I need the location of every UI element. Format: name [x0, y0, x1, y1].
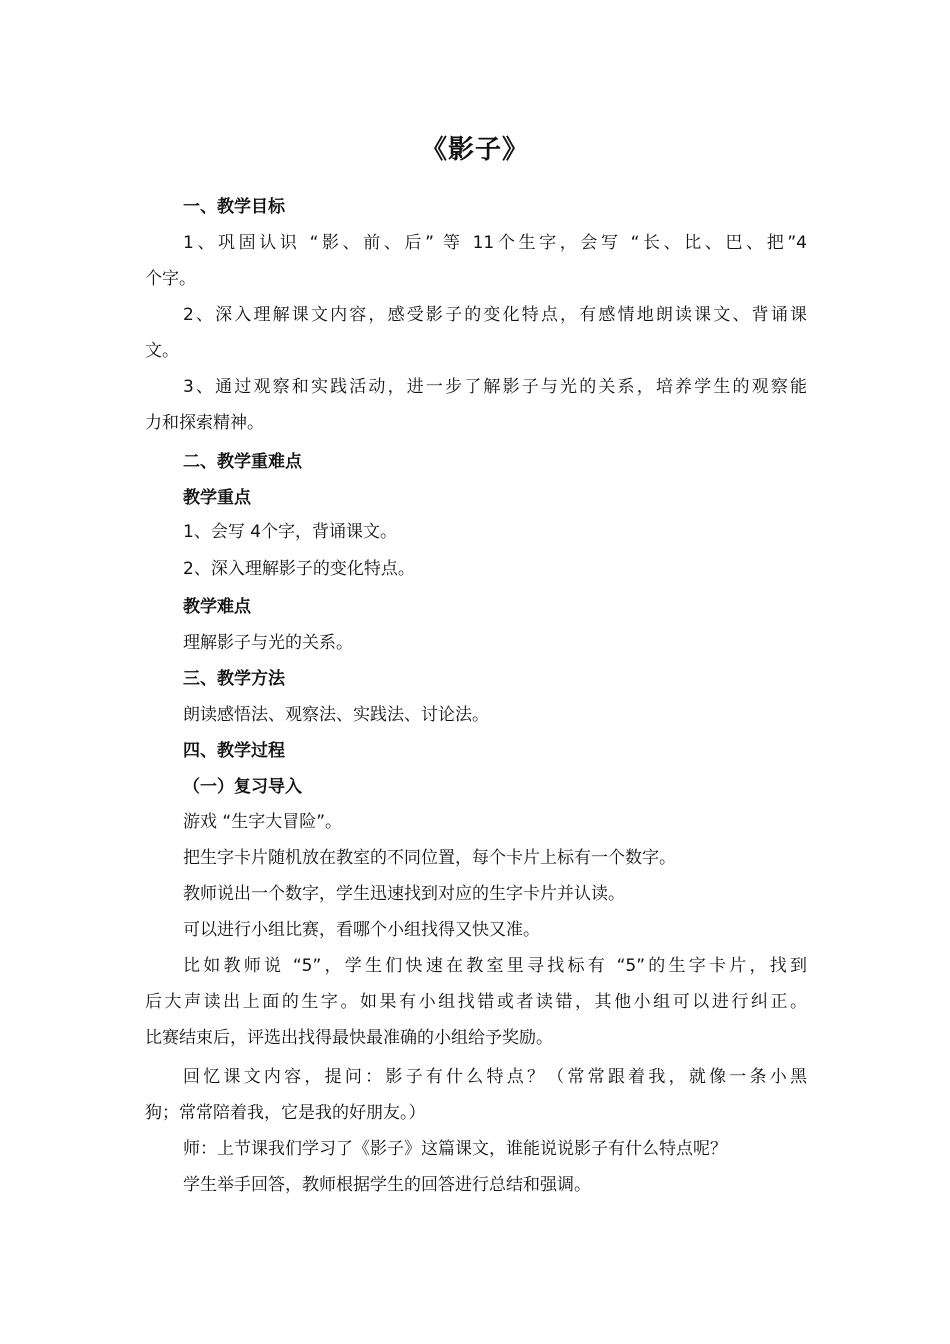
document-title: 《影子》	[420, 135, 529, 165]
objective-1-line-2: 个字。	[145, 269, 196, 289]
methods-text: 朗读感悟法、观察法、实践法、讨论法。	[183, 705, 489, 725]
game-title: 游戏 “生字大冒险”。	[183, 812, 343, 832]
objective-3-line-2: 力和探索精神。	[145, 413, 264, 433]
game-step-2: 教师说出一个数字，学生迅速找到对应的生字卡片并认读。	[183, 884, 625, 904]
subheading-review: （一）复习导入	[183, 777, 302, 797]
game-step-3: 可以进行小组比赛，看哪个小组找得又快又准。	[183, 920, 540, 940]
example-line-2: 后大声读出上面的生字。如果有小组找错或者读错，其他小组可以进行纠正。	[145, 992, 807, 1012]
objective-1-line-1: 1、巩固认识 “影、前、后” 等 11个生字，会写 “长、比、巴、把”4	[183, 233, 807, 253]
section-heading-objectives: 一、教学目标	[183, 197, 285, 217]
difficulty-text: 理解影子与光的关系。	[183, 633, 353, 653]
example-line-1: 比如教师说 “5”，学生们快速在教室里寻找标有 “5”的生字卡片，找到	[183, 956, 807, 976]
section-heading-process: 四、教学过程	[183, 741, 285, 761]
key-point-2: 2、深入理解影子的变化特点。	[183, 559, 415, 579]
subheading-key-points: 教学重点	[183, 488, 251, 508]
section-heading-methods: 三、教学方法	[183, 669, 285, 689]
teacher-question: 师：上节课我们学习了《影子》这篇课文，谁能说说影子有什么特点呢？	[183, 1139, 727, 1159]
section-heading-key-points: 二、教学重难点	[183, 452, 302, 472]
recall-line-1: 回忆课文内容，提问：影子有什么特点？（常常跟着我，就像一条小黑	[183, 1067, 807, 1087]
game-step-1: 把生字卡片随机放在教室的不同位置，每个卡片上标有一个数字。	[183, 848, 676, 868]
subheading-difficulties: 教学难点	[183, 597, 251, 617]
objective-3-line-1: 3、通过观察和实践活动，进一步了解影子与光的关系，培养学生的观察能	[183, 377, 807, 397]
example-line-3: 比赛结束后，评选出找得最快最准确的小组给予奖励。	[145, 1028, 553, 1048]
student-answer-note: 学生举手回答，教师根据学生的回答进行总结和强调。	[183, 1175, 591, 1195]
recall-line-2: 狗；常常陪着我，它是我的好朋友。）	[145, 1103, 426, 1123]
objective-2-line-1: 2、深入理解课文内容，感受影子的变化特点，有感情地朗读课文、背诵课	[183, 305, 807, 325]
objective-2-line-2: 文。	[145, 341, 179, 361]
key-point-1: 1、会写 4个字，背诵课文。	[183, 522, 398, 542]
